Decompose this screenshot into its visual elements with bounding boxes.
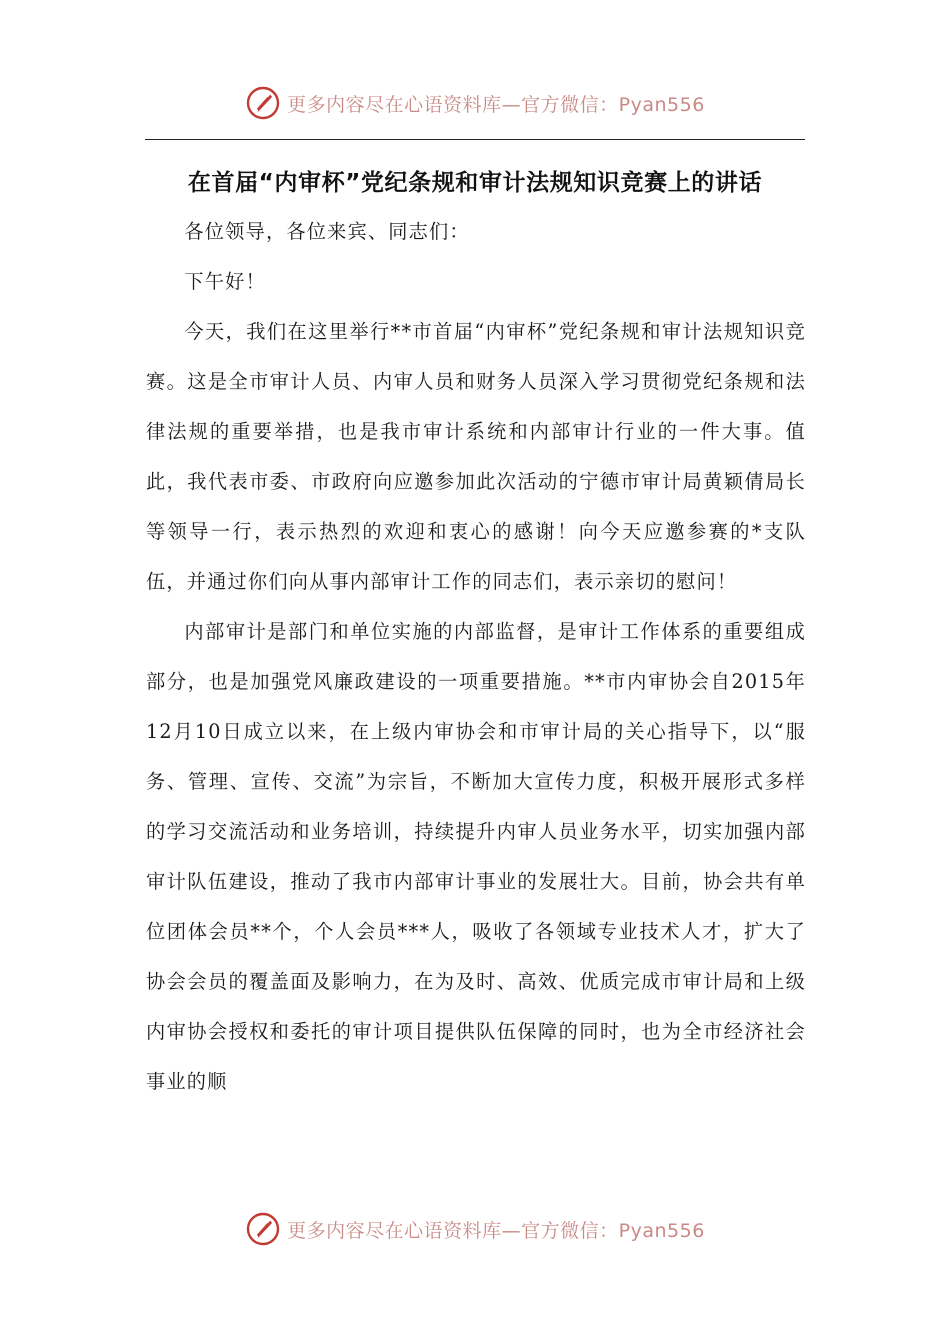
document-body <box>146 207 806 1107</box>
body-paragraph: 内部审计是部门和单位实施的内部监督，是审计工作体系的重要组成部分，也是加强党风廉政建设的一项重要措施。**市内审协会自2015年12月10日成立以来，在上级内审协会和市审计局的关心指导下，以“服务、管理、宣传、交流”为宗旨，不断加大宣传力度，积极开展形式多样的学习交流活动和业务培训，持续提升内审人员业务水平，切实加强内部审计队伍建设，推动了我市内部审计事业的发展壮大。目前，协会共有单位团体会员**个，个人会员***人，吸收了各领域专业技术人才，扩大了协会会员的覆盖面及影响力，在为及时、高效、优质完成市审计局和上级内审协会授权和委托的审计项目提供队伍保障的同时，也为全市经济社会事业的顺 <box>146 620 806 1093</box>
document-title: 在首届“内审杯”党纪条规和审计法规知识竞赛上的讲话 <box>187 170 763 196</box>
header-watermark <box>0 78 950 128</box>
quill-logo-icon <box>245 1211 281 1247</box>
header-divider <box>145 139 805 140</box>
salutation-paragraph: 各位领导，各位来宾、同志们： <box>184 220 470 243</box>
footer-watermark-text: 更多内容尽在心语资料库—官方微信：Pyan556 <box>287 1219 705 1242</box>
header-watermark-text: 更多内容尽在心语资料库—官方微信：Pyan556 <box>287 93 705 116</box>
greeting-paragraph: 下午好！ <box>184 270 266 293</box>
quill-logo-icon <box>245 85 281 121</box>
footer-watermark <box>0 1204 950 1254</box>
body-paragraph: 今天，我们在这里举行**市首届“内审杯”党纪条规和审计法规知识竞赛。这是全市审计人员、内审人员和财务人员深入学习贯彻党纪条规和法律法规的重要举措，也是我市审计系统和内部审计行业的一件大事。值此，我代表市委、市政府向应邀参加此次活动的宁德市审计局黄颖倩局长等领导一行，表示热烈的欢迎和衷心的感谢！向今天应邀参赛的*支队伍，并通过你们向从事内部审计工作的同志们，表示亲切的慰问！ <box>146 320 806 593</box>
